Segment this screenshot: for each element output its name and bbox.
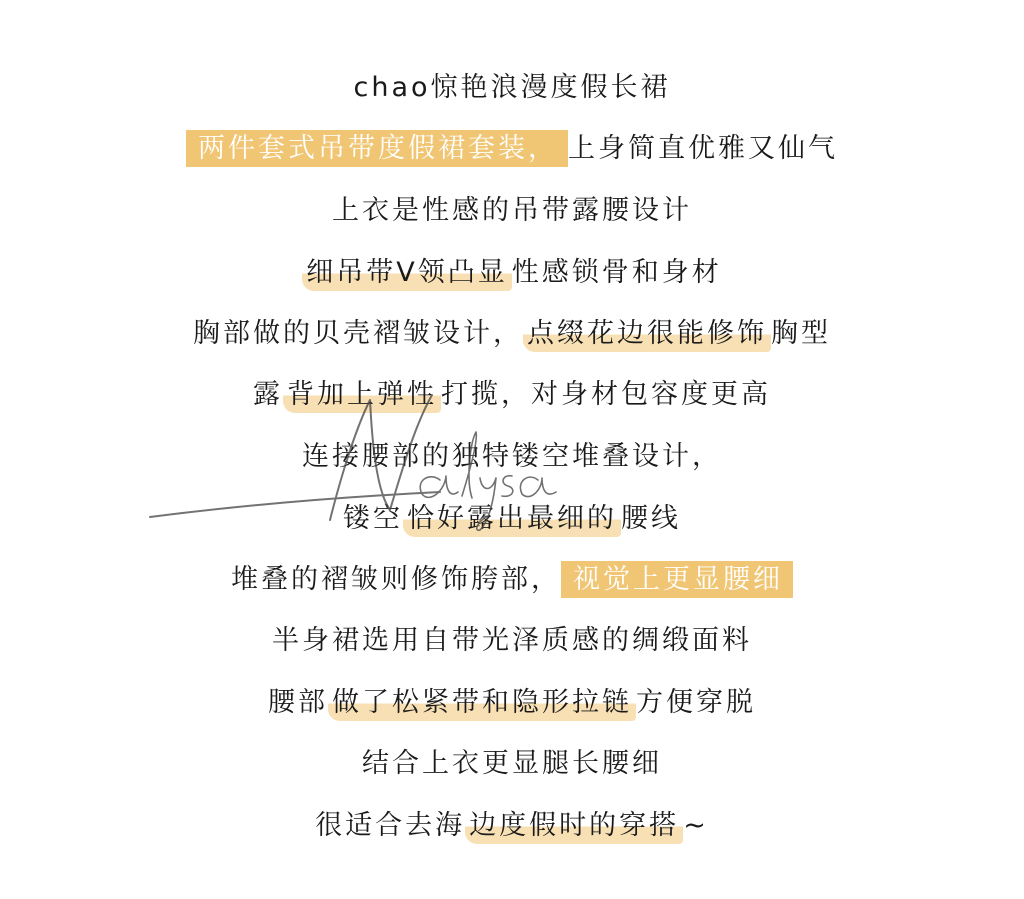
brush-highlighted-phrase: 点缀花边很能修饰 <box>523 318 771 352</box>
text-line-7 <box>0 439 1024 475</box>
line-text: 上身简直优雅又仙气 <box>568 133 838 164</box>
text-line-5 <box>0 316 1024 352</box>
text-line-2 <box>0 131 1024 167</box>
text-line-1 <box>0 70 1024 106</box>
line-text: 方便穿脱 <box>636 687 756 718</box>
line-text: 胸部做的贝壳褶皱设计， <box>193 318 523 349</box>
text-line-6 <box>0 377 1024 413</box>
brush-highlighted-phrase: 做了松紧带和隐形拉链 <box>328 687 636 721</box>
line-text: 镂空 <box>343 503 403 534</box>
brush-highlighted-phrase: 细吊带V领凸显 <box>302 257 511 291</box>
line-text: ~ <box>683 810 709 841</box>
line-text: 打揽，对身材包容度更高 <box>441 379 771 410</box>
line-text: 腰部 <box>268 687 328 718</box>
brush-highlighted-phrase: 边度假时的穿搭 <box>465 810 683 844</box>
brush-highlighted-phrase: 背加上弹性 <box>283 379 441 413</box>
line-text: 半身裙选用自带光泽质感的绸缎面料 <box>272 625 752 656</box>
text-line-12 <box>0 746 1024 782</box>
line-text: 结合上衣更显腿长腰细 <box>362 748 662 779</box>
line-text: 露 <box>253 379 283 410</box>
text-line-11 <box>0 685 1024 721</box>
line-text: chao惊艳浪漫度假长裙 <box>353 72 671 103</box>
highlighted-phrase: 视觉上更显腰细 <box>561 561 793 598</box>
text-line-10 <box>0 623 1024 659</box>
line-text: 上衣是性感的吊带露腰设计 <box>332 195 692 226</box>
line-text: 胸型 <box>771 318 831 349</box>
line-text: 性感锁骨和身材 <box>511 257 722 288</box>
text-line-13 <box>0 808 1024 844</box>
highlighted-phrase: 两件套式吊带度假裙套装， <box>186 130 568 167</box>
text-line-9 <box>0 562 1024 598</box>
text-line-8 <box>0 501 1024 537</box>
text-line-4 <box>0 255 1024 291</box>
line-text: 腰线 <box>621 503 681 534</box>
text-line-3 <box>0 193 1024 229</box>
line-text: 堆叠的褶皱则修饰胯部， <box>231 564 561 595</box>
brush-highlighted-phrase: 恰好露出最细的 <box>403 503 621 537</box>
line-text: 很适合去海 <box>315 810 466 841</box>
line-text: 连接腰部的独特镂空堆叠设计， <box>302 441 722 472</box>
